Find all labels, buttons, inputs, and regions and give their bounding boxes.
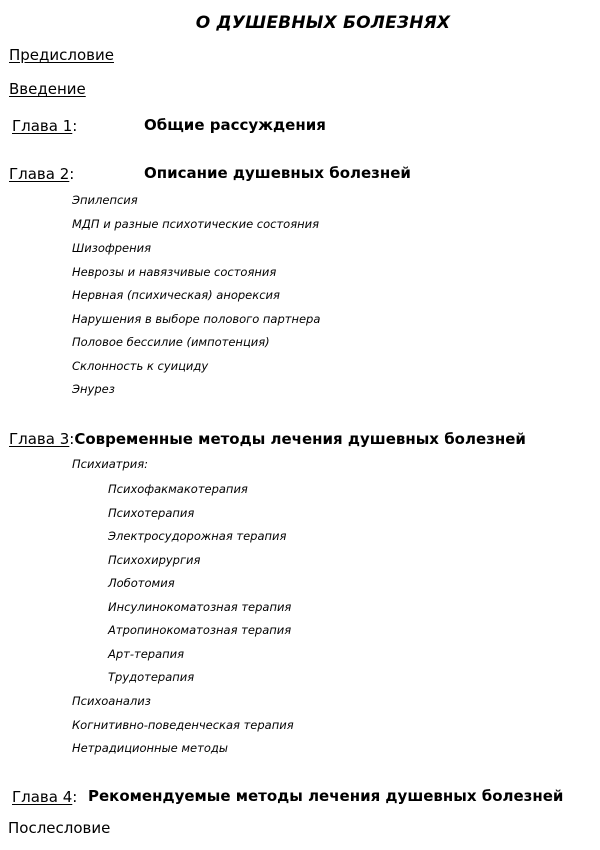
list-item: МДП и разные психотические состояния — [72, 217, 320, 231]
chapter-4-heading — [12, 787, 77, 806]
list-item: Психофакмакотерапия — [108, 482, 248, 496]
list-item: Энурез — [72, 382, 115, 396]
list-item: Арт-терапия — [108, 647, 185, 661]
chapter-1-link[interactable]: Глава 1 — [12, 117, 73, 135]
chapter-4-title: Рекомендуемые методы лечения душевных болезней — [88, 787, 564, 805]
chapter-1-heading — [12, 116, 77, 135]
list-item: Половое бессилие (импотенция) — [72, 335, 270, 349]
list-item: Нервная (психическая) анорексия — [72, 288, 280, 302]
list-item: Психоанализ — [72, 694, 151, 708]
preface-link[interactable]: Предисловие — [9, 46, 114, 64]
chapter-1-title: Общие рассуждения — [144, 116, 326, 134]
list-item: Эпилепсия — [72, 193, 138, 207]
chapter-3-title: Современные методы лечения душевных болезней — [74, 430, 526, 448]
list-item: Электросудорожная терапия — [108, 529, 287, 543]
list-item: Нарушения в выборе полового партнера — [72, 312, 321, 326]
chapter-3-link[interactable]: Глава 3 — [9, 430, 70, 448]
list-item: Когнитивно-поведенческая терапия — [72, 718, 294, 732]
list-item: Психотерапия — [108, 506, 195, 520]
chapter-1-colon: : — [72, 117, 78, 135]
list-item: Нетрадиционные методы — [72, 741, 228, 755]
list-item: Неврозы и навязчивые состояния — [72, 265, 277, 279]
afterword: Послесловие — [8, 819, 111, 837]
chapter-2-title: Описание душевных болезней — [144, 164, 411, 182]
list-item: Шизофрения — [72, 241, 152, 255]
list-item: Атропинокоматозная терапия — [108, 623, 292, 637]
list-item: Склонность к суициду — [72, 359, 209, 373]
list-item: Трудотерапия — [108, 670, 195, 684]
introduction-link[interactable]: Введение — [9, 80, 86, 98]
page-title: О ДУШЕВНЫХ БОЛЕЗНЯХ — [195, 13, 451, 33]
list-item: Лоботомия — [108, 576, 175, 590]
chapter-3-heading — [9, 429, 526, 448]
psychiatry-label: Психиатрия: — [72, 457, 149, 471]
list-item: Психохирургия — [108, 553, 201, 567]
chapter-2-link[interactable]: Глава 2 — [9, 165, 70, 183]
chapter-4-colon: : — [72, 788, 78, 806]
chapter-2-heading — [9, 164, 74, 183]
chapter-2-colon: : — [69, 165, 75, 183]
chapter-3-colon: : — [69, 430, 75, 448]
chapter-4-link[interactable]: Глава 4 — [12, 788, 73, 806]
list-item: Инсулинокоматозная терапия — [108, 600, 292, 614]
